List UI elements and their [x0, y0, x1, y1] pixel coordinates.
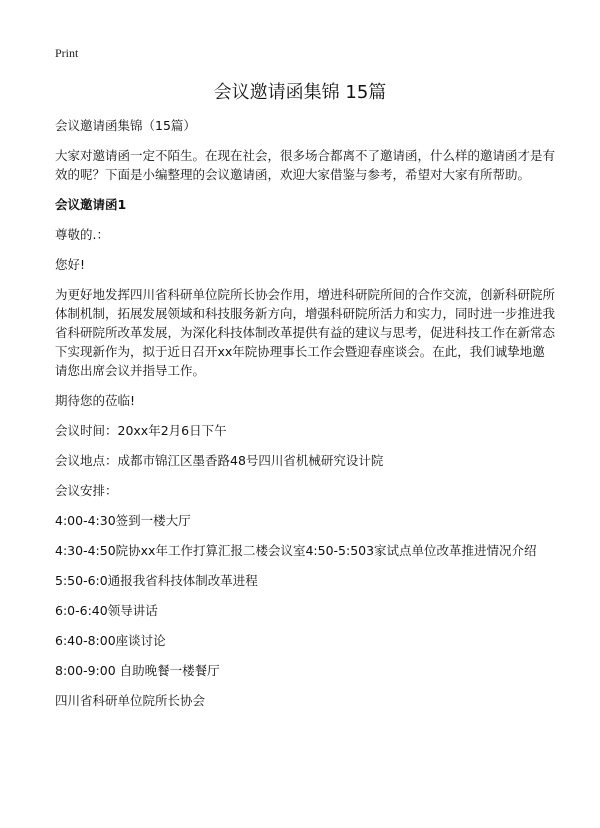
agenda-label: 会议安排： — [55, 483, 118, 498]
document-body — [55, 116, 555, 710]
body-paragraph: 为更好地发挥四川省科研单位院所长协会作用，增进科研院所间的合作交流，创新科研院所体制机制，拓展发展领域和科技服务新方向，增强科研院所活力和实力，同时进一步推进我省科研院所改革发展，为深化科技体制改革提供有益的建议与思考，促进科技工作在新常态下实现新作为，拟于近日召开xx年院协理事长工作会暨迎春座谈会。在此，我们诚挚地邀请您出席会议并指导工作。 — [55, 287, 556, 378]
agenda-item: 8:00-9:00 自助晚餐一楼餐厅 — [55, 663, 220, 678]
page-title: 会议邀请函集锦 15篇 — [213, 82, 387, 103]
print-link[interactable]: Print — [55, 46, 79, 60]
agenda-item: 4:00-4:30签到一楼大厅 — [55, 513, 191, 528]
signature: 四川省科研单位院所长协会 — [55, 693, 206, 708]
agenda-item: 5:50-6:0通报我省科技体制改革进程 — [55, 573, 258, 588]
agenda-item: 6:0-6:40领导讲话 — [55, 603, 158, 618]
closing-expectation: 期待您的莅临! — [55, 393, 136, 408]
meeting-place: 会议地点：成都市锦江区墨香路48号四川省机械研究设计院 — [55, 453, 384, 468]
greeting: 您好! — [55, 257, 86, 272]
agenda-item: 4:30-4:50院协xx年工作打算汇报二楼会议室4:50-5:503家试点单位改革推进情况介绍 — [55, 543, 537, 558]
document-subtitle: 会议邀请函集锦（15篇） — [55, 118, 196, 133]
section-heading: 会议邀请函1 — [55, 197, 127, 212]
intro-paragraph: 大家对邀请函一定不陌生。在现在社会，很多场合都离不了邀请函，什么样的邀请函才是有效的呢？下面是小编整理的会议邀请函，欢迎大家借鉴与参考，希望对大家有所帮助。 — [55, 148, 556, 182]
salutation: 尊敬的.： — [55, 227, 109, 242]
meeting-time: 会议时间：20xx年2月6日下午 — [55, 423, 227, 438]
agenda-item: 6:40-8:00座谈讨论 — [55, 633, 166, 648]
